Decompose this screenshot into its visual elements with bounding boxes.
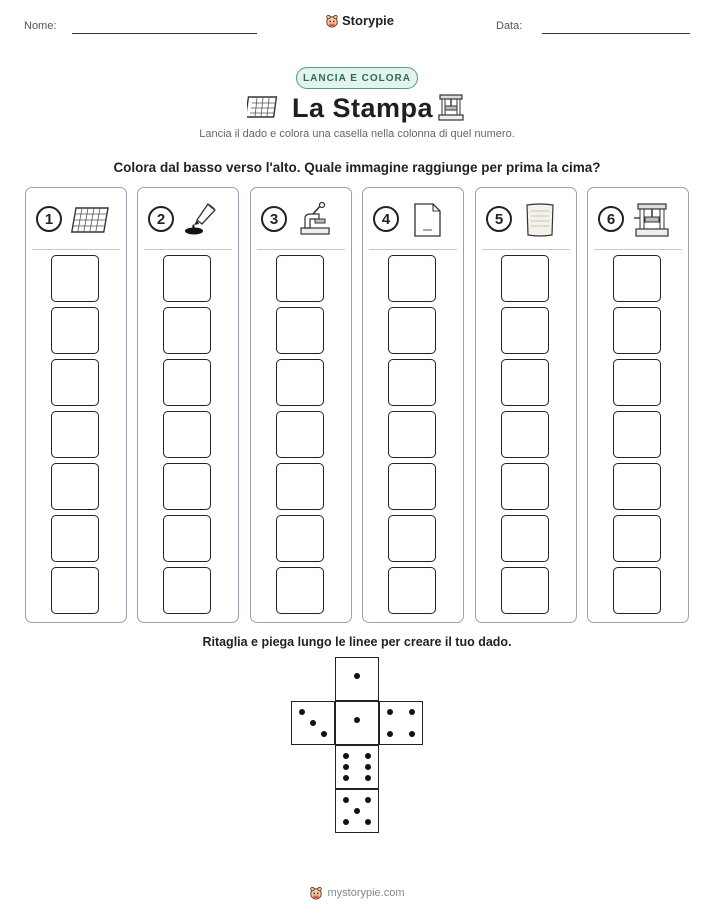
embosser-icon xyxy=(295,202,335,238)
die-pip xyxy=(365,764,371,770)
column-4 xyxy=(362,187,464,623)
column-divider xyxy=(144,249,232,250)
color-box[interactable] xyxy=(51,567,99,614)
color-box[interactable] xyxy=(613,463,661,510)
color-box[interactable] xyxy=(163,463,211,510)
color-box[interactable] xyxy=(501,307,549,354)
column-divider xyxy=(257,249,345,250)
die-face-1 xyxy=(335,701,379,745)
die-face-6 xyxy=(335,745,379,789)
color-box[interactable] xyxy=(163,567,211,614)
die-face-1 xyxy=(335,657,379,701)
color-box[interactable] xyxy=(276,307,324,354)
color-box[interactable] xyxy=(276,515,324,562)
date-label: Data: xyxy=(496,20,523,32)
die-pip xyxy=(310,720,316,726)
die-pip xyxy=(321,731,327,737)
color-box[interactable] xyxy=(163,411,211,458)
color-box[interactable] xyxy=(276,463,324,510)
color-box[interactable] xyxy=(388,255,436,302)
color-box[interactable] xyxy=(163,359,211,406)
mascot-icon xyxy=(309,886,323,900)
color-box[interactable] xyxy=(388,463,436,510)
paper-sheet-icon xyxy=(407,202,447,238)
color-box[interactable] xyxy=(613,515,661,562)
column-6 xyxy=(587,187,689,623)
color-box[interactable] xyxy=(163,515,211,562)
color-box[interactable] xyxy=(163,307,211,354)
die-pip xyxy=(343,753,349,759)
die-pip xyxy=(409,709,415,715)
color-box[interactable] xyxy=(501,515,549,562)
type-tray-icon xyxy=(70,202,110,238)
column-number: 1 xyxy=(36,206,62,232)
die-pip xyxy=(343,819,349,825)
cut-instruction: Ritaglia e piega lungo le linee per creare il tuo dado. xyxy=(202,635,512,649)
page-title: La Stampa xyxy=(292,93,434,123)
die-face-4 xyxy=(379,701,423,745)
column-header xyxy=(261,202,341,242)
column-header xyxy=(373,202,453,242)
color-box[interactable] xyxy=(51,411,99,458)
name-line[interactable] xyxy=(72,33,257,34)
color-box[interactable] xyxy=(501,359,549,406)
activity-badge: LANCIA E COLORA xyxy=(296,67,418,89)
die-pip xyxy=(365,819,371,825)
die-pip xyxy=(354,808,360,814)
color-box[interactable] xyxy=(51,255,99,302)
die-pip xyxy=(387,709,393,715)
color-box[interactable] xyxy=(388,359,436,406)
color-box[interactable] xyxy=(613,411,661,458)
color-box[interactable] xyxy=(501,463,549,510)
column-header xyxy=(598,202,678,242)
column-number: 6 xyxy=(598,206,624,232)
column-divider xyxy=(482,249,570,250)
column-number: 4 xyxy=(373,206,399,232)
die-pip xyxy=(343,764,349,770)
brand-logo xyxy=(325,13,394,28)
die-face-3 xyxy=(291,701,335,745)
column-number: 2 xyxy=(148,206,174,232)
footer xyxy=(0,886,714,900)
color-box[interactable] xyxy=(276,411,324,458)
printing-press-icon xyxy=(436,93,466,123)
color-box[interactable] xyxy=(613,255,661,302)
footer-url[interactable]: mystorypie.com xyxy=(327,887,405,899)
die-pip xyxy=(354,673,360,679)
printing-press-icon xyxy=(632,202,672,238)
column-2 xyxy=(137,187,239,623)
die-pip xyxy=(365,797,371,803)
color-box[interactable] xyxy=(388,411,436,458)
column-divider xyxy=(594,249,682,250)
die-face-5 xyxy=(335,789,379,833)
die-pip xyxy=(343,775,349,781)
color-box[interactable] xyxy=(388,567,436,614)
column-divider xyxy=(32,249,120,250)
color-box[interactable] xyxy=(388,307,436,354)
ink-tube-icon xyxy=(182,202,222,238)
color-box[interactable] xyxy=(276,567,324,614)
parchment-icon xyxy=(520,202,560,238)
type-tray-icon xyxy=(247,93,279,121)
color-box[interactable] xyxy=(501,411,549,458)
die-pip xyxy=(354,717,360,723)
header xyxy=(0,0,714,50)
color-box[interactable] xyxy=(51,515,99,562)
column-header xyxy=(36,202,116,242)
name-label: Nome: xyxy=(24,20,57,32)
die-pip xyxy=(299,709,305,715)
mascot-icon xyxy=(325,14,339,28)
die-pip xyxy=(365,753,371,759)
die-pip xyxy=(387,731,393,737)
column-number: 3 xyxy=(261,206,287,232)
color-box[interactable] xyxy=(51,359,99,406)
color-box[interactable] xyxy=(388,515,436,562)
die-pip xyxy=(365,775,371,781)
instruction: Colora dal basso verso l'alto. Quale immagine raggiunge per prima la cima? xyxy=(113,160,601,175)
date-line[interactable] xyxy=(542,33,690,34)
color-box[interactable] xyxy=(276,359,324,406)
die-pip xyxy=(343,797,349,803)
color-box[interactable] xyxy=(613,567,661,614)
color-box[interactable] xyxy=(501,255,549,302)
subtitle: Lancia il dado e colora una casella nella colonna di quel numero. xyxy=(199,128,515,140)
color-box[interactable] xyxy=(51,463,99,510)
color-box[interactable] xyxy=(276,255,324,302)
column-5 xyxy=(475,187,577,623)
color-box[interactable] xyxy=(51,307,99,354)
column-1 xyxy=(25,187,127,623)
die-pip xyxy=(409,731,415,737)
column-divider xyxy=(369,249,457,250)
color-box[interactable] xyxy=(163,255,211,302)
brand-name: Storypie xyxy=(342,13,395,28)
color-box[interactable] xyxy=(613,359,661,406)
color-box[interactable] xyxy=(501,567,549,614)
color-box[interactable] xyxy=(613,307,661,354)
column-3 xyxy=(250,187,352,623)
column-header xyxy=(148,202,228,242)
column-number: 5 xyxy=(486,206,512,232)
column-header xyxy=(486,202,566,242)
